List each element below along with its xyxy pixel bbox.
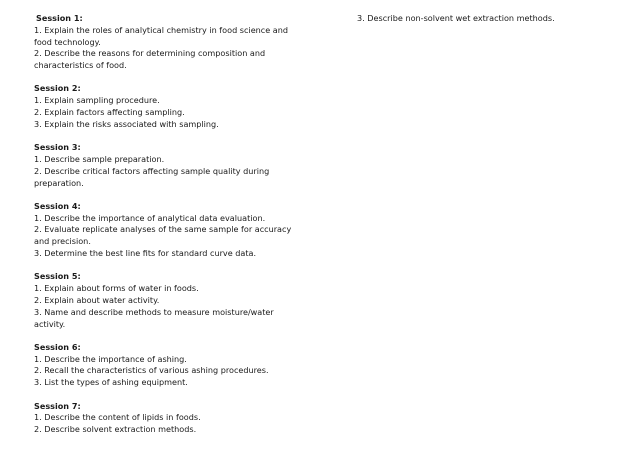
objective-item: 3. Determine the best line fits for standard curve data.: [34, 248, 257, 259]
objective-item: 2. Explain about water activity.: [34, 294, 160, 305]
objective-item: 1. Describe the content of lipids in foods.: [34, 412, 201, 423]
objective-item: 2. Explain factors affecting sampling.: [34, 107, 185, 118]
session-3: [34, 142, 304, 189]
objective-item: 1. Describe the importance of ashing.: [34, 353, 187, 364]
objective-item: 3. Name and describe methods to measure moisture/water activity.: [34, 306, 274, 329]
objective-item: 2. Recall the characteristics of various ashing procedures.: [34, 365, 269, 376]
left-column: [34, 13, 304, 447]
session-title: Session 1:: [36, 13, 83, 23]
objective-item: 3. List the types of ashing equipment.: [34, 377, 188, 388]
session-title: Session 7:: [34, 400, 81, 411]
session-title: Session 2:: [34, 83, 81, 94]
objective-item: 3. Explain the risks associated with sampling.: [34, 118, 219, 129]
session-2: [34, 83, 304, 130]
session-title: Session 4:: [34, 200, 81, 211]
objective-item: 2. Describe critical factors affecting sample quality during preparation.: [34, 165, 270, 188]
objective-item: 1. Explain about forms of water in foods.: [34, 283, 199, 294]
objective-item: 2. Describe the reasons for determining composition and characteristics of food.: [34, 48, 266, 71]
session-title: Session 6:: [34, 341, 81, 352]
session-title: Session 5:: [34, 271, 81, 282]
session-6: [34, 342, 304, 389]
objective-item: 1. Describe the importance of analytical data evaluation.: [34, 212, 266, 223]
objective-item: 1. Explain the roles of analytical chemistry in food science and food technology.: [34, 24, 289, 47]
right-column: [357, 13, 617, 25]
objective-item: 1. Describe sample preparation.: [34, 153, 165, 164]
session-5: [34, 271, 304, 330]
objective-item: 2. Describe solvent extraction methods.: [34, 424, 197, 435]
session-4: [34, 201, 304, 260]
session-7: [34, 401, 304, 436]
session-title: Session 3:: [34, 142, 81, 153]
objective-item: 2. Evaluate replicate analyses of the same sample for accuracy and precision.: [34, 224, 292, 247]
session-1: [34, 13, 304, 72]
objective-item: 3. Describe non-solvent wet extraction methods.: [357, 13, 555, 23]
objective-item: 1. Explain sampling procedure.: [34, 95, 160, 106]
